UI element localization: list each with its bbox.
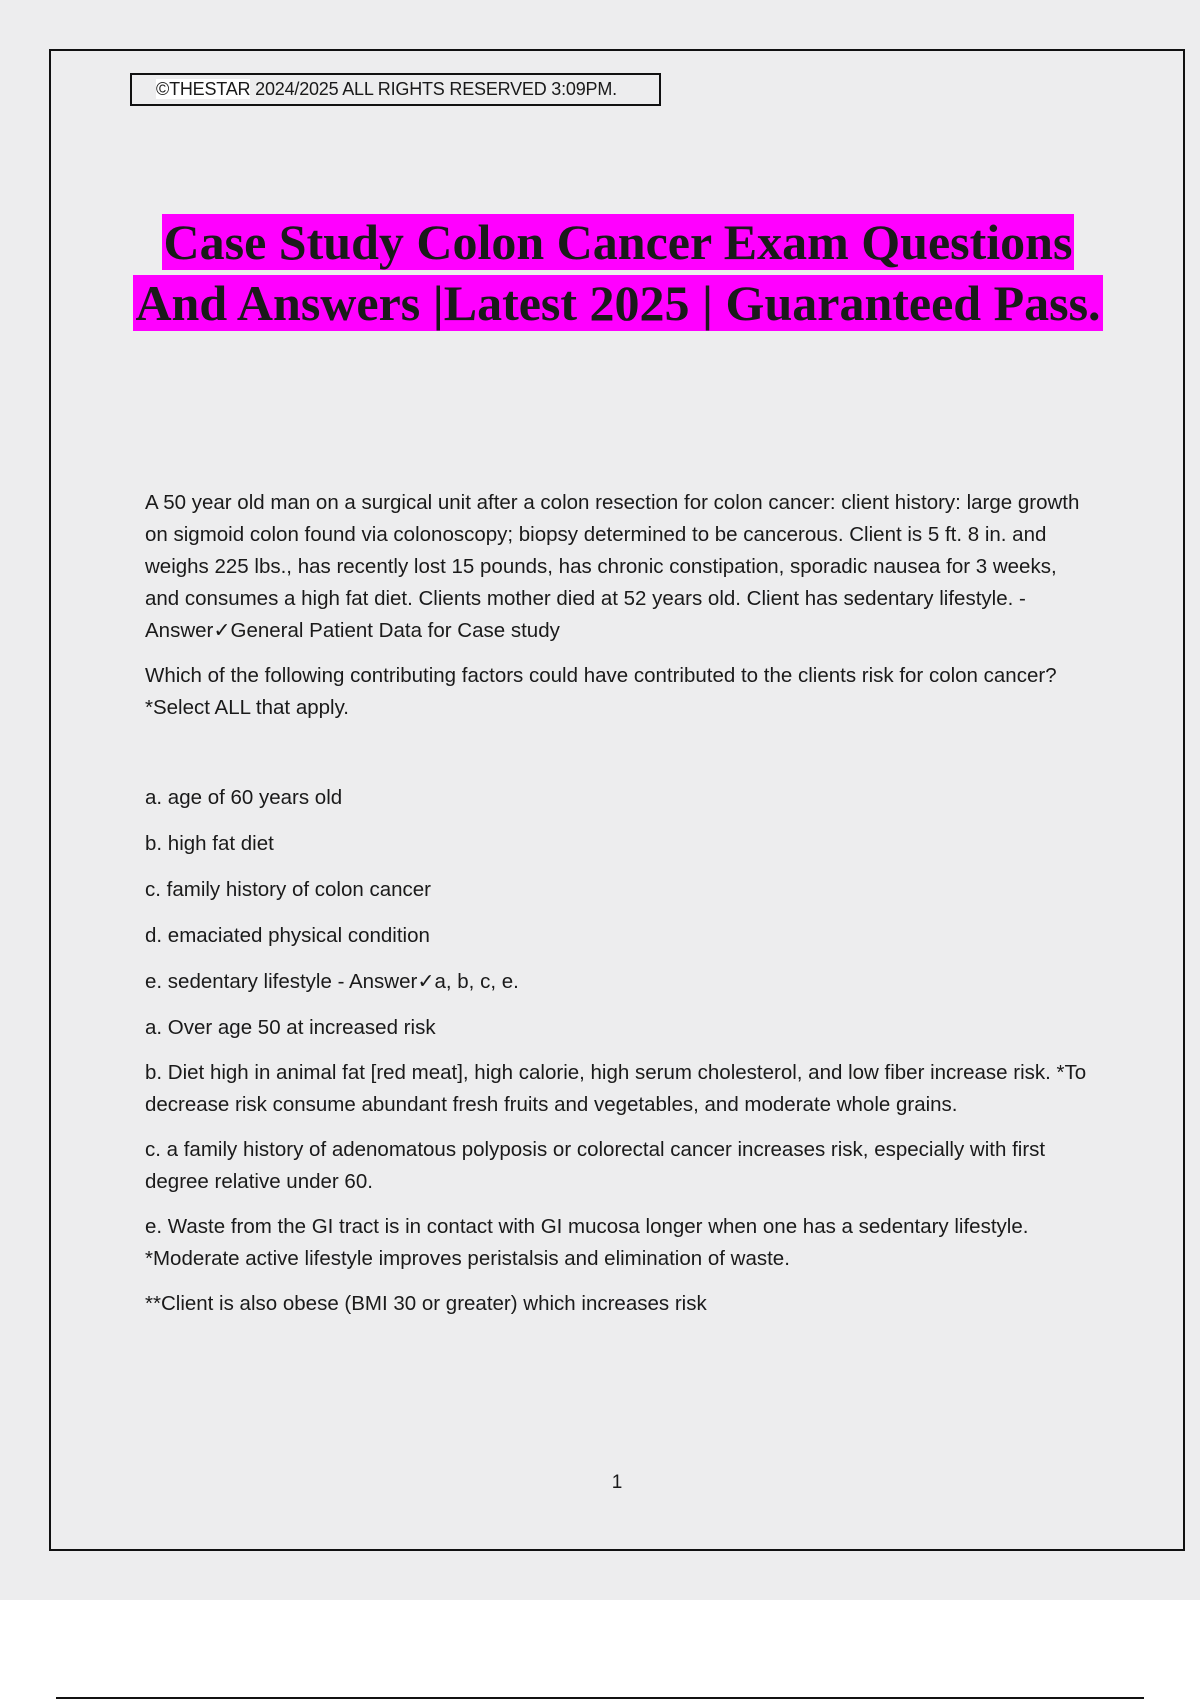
option-d: d. emaciated physical condition (145, 924, 430, 947)
option-c: c. family history of colon cancer (145, 878, 431, 901)
option-a: a. age of 60 years old (145, 786, 343, 809)
title-line-2: And Answers |Latest 2025 | Guaranteed Pass. (135, 275, 1101, 331)
rationale-c: c. a family history of adenomatous polyposis or colorectal cancer increases risk, especially with first degree relative under 60. (145, 1138, 1046, 1193)
page-number: 1 (611, 1472, 623, 1493)
rationale-e: e. Waste from the GI tract is in contact with GI mucosa longer when one has a sedentary lifestyle. *Moderate active lifestyle improves peristalsis and elimination of waste. (145, 1215, 1029, 1270)
title-line-1: Case Study Colon Cancer Exam Questions (163, 214, 1073, 270)
rationale-a: a. Over age 50 at increased risk (145, 1016, 436, 1039)
copyright-notice (130, 73, 661, 106)
rationale-b: b. Diet high in animal fat [red meat], high calorie, high serum cholesterol, and low fiber increase risk. *To decrease risk consume abundant fresh fruits and vegetables, and moderate whole grains. (145, 1061, 1087, 1116)
question-text: Which of the following contributing factors could have contributed to the clients risk for colon cancer? *Select ALL that apply. (145, 664, 1057, 719)
document-title (120, 212, 1116, 334)
rationale-note: **Client is also obese (BMI 30 or greater) which increases risk (145, 1292, 707, 1315)
copyright-owner: ©THESTAR (156, 79, 251, 99)
copyright-text: 2024/2025 ALL RIGHTS RESERVED 3:09PM. (250, 79, 617, 99)
option-e-answer: e. sedentary lifestyle - Answer✓a, b, c, e. (145, 970, 519, 993)
option-b: b. high fat diet (145, 832, 274, 855)
case-paragraph: A 50 year old man on a surgical unit after a colon resection for colon cancer: client history: large growth on sigmoid colon found via colonoscopy; biopsy determined to be cancerous. Client is 5 ft. 8 in. and weighs 225 lbs., has recently lost 15 pounds, has chronic constipation, sporadic nausea for 3 weeks, and consumes a high fat diet. Clients mother died at 52 years old. Client has sedentary lifestyle. - Answer✓General Patient Data for Case study (145, 491, 1080, 642)
document-body (145, 487, 1095, 1333)
next-page-top-border (56, 1697, 1144, 1699)
